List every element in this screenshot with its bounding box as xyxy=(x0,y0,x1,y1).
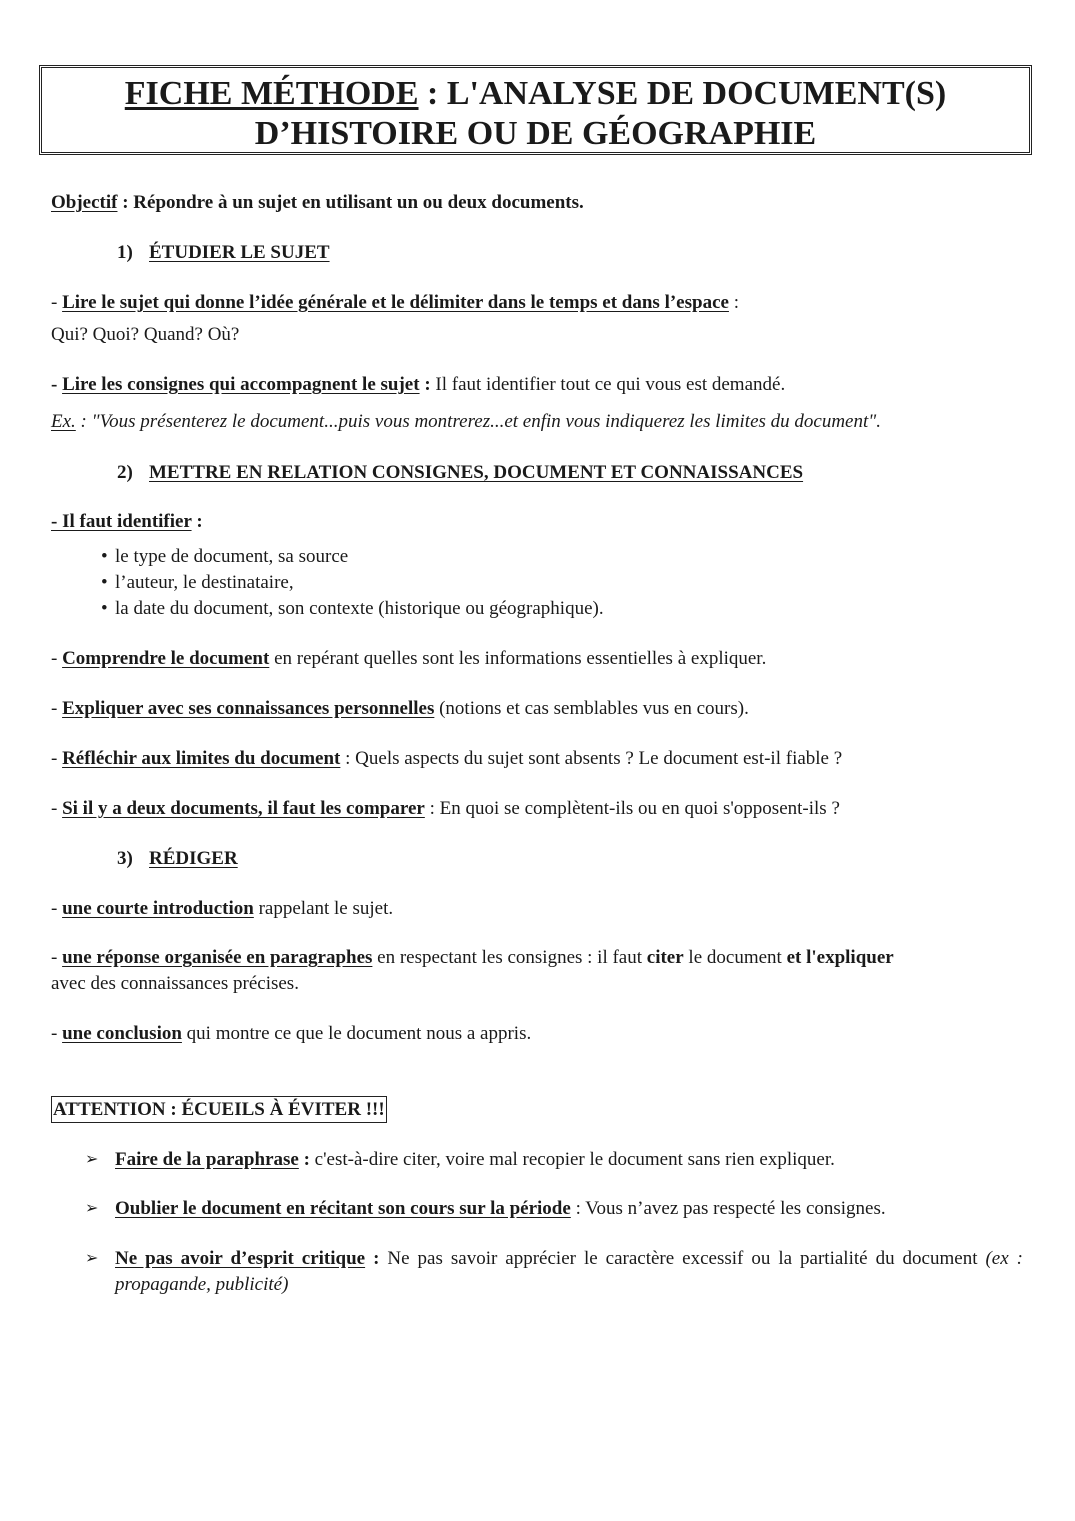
example-text: : "Vous présenterez le document...puis vous montrerez...et enfin vous indiquerez les limites du document". xyxy=(75,411,881,432)
warning-colon: : xyxy=(298,1149,310,1170)
section-1-item-2-colon: : xyxy=(419,374,431,395)
section-3-item-1-rest: rappelant le sujet. xyxy=(253,898,394,919)
section-3-heading xyxy=(117,846,238,872)
list-item xyxy=(101,596,604,622)
section-2-item-4-rest: : En quoi se complètent-ils ou en quoi s'opposent-ils ? xyxy=(424,798,840,819)
warning-rest: Ne pas savoir apprécier le caractère excessif ou la partialité du document xyxy=(379,1248,986,1269)
title-box xyxy=(39,65,1032,155)
list-item xyxy=(101,570,604,596)
section-2-item-3-rest: : Quels aspects du sujet sont absents ? Le document est-il fiable ? xyxy=(340,748,843,769)
list-item xyxy=(101,544,604,570)
section-3-item-3-bold: une conclusion xyxy=(62,1023,182,1044)
warning-rest: : Vous n’avez pas respecté les consignes. xyxy=(570,1198,886,1219)
warning-text xyxy=(115,1147,1023,1173)
warning-colon: : xyxy=(365,1248,380,1269)
section-2-heading xyxy=(117,460,803,486)
example-label: Ex. xyxy=(51,411,76,432)
warning-bold: Faire de la paraphrase xyxy=(115,1149,299,1170)
section-3-item-1: - une courte introduction rappelant le sujet. xyxy=(51,898,394,919)
section-2-item-1-rest: en repérant quelles sont les informations essentielles à expliquer. xyxy=(269,648,767,669)
dash: - xyxy=(51,292,63,313)
section-3-item-2: - une réponse organisée en paragraphes en respectant les consignes : il faut citer le document et l'expliquer xyxy=(51,947,894,968)
list-item-text: le type de document, sa source xyxy=(115,546,349,567)
identify-colon: : xyxy=(191,511,203,532)
bullet-icon: • xyxy=(101,546,108,567)
identify-label: - Il faut identifier xyxy=(51,511,192,532)
section-1-item-1 xyxy=(51,290,1023,316)
warning-text xyxy=(115,1246,1023,1298)
title-line-2: D’HISTOIRE OU DE GÉOGRAPHIE xyxy=(254,115,817,152)
section-2-item-3-bold: Réfléchir aux limites du document xyxy=(62,748,341,769)
identify-list xyxy=(101,544,604,622)
title-underlined: FICHE MÉTHODE xyxy=(124,75,419,112)
arrow-icon: ➢ xyxy=(85,1200,99,1217)
section-3-item-1-bold: une courte introduction xyxy=(62,898,254,919)
list-item-text: l’auteur, le destinataire, xyxy=(115,572,294,593)
section-3-item-2-cite: citer xyxy=(646,947,684,968)
section-2-item-3: - Réfléchir aux limites du document : Quels aspects du sujet sont absents ? Le document est-il fiable ? xyxy=(51,748,843,769)
warning-item xyxy=(85,1147,1023,1173)
section-3-item-3-rest: qui montre ce que le document nous a appris. xyxy=(181,1023,532,1044)
section-1-item-2-bold: Lire les consignes qui accompagnent le sujet xyxy=(62,374,420,395)
section-3-item-3: - une conclusion qui montre ce que le document nous a appris. xyxy=(51,1023,532,1044)
section-3-item-2-bold: une réponse organisée en paragraphes xyxy=(62,947,373,968)
warning-text xyxy=(115,1196,1023,1222)
arrow-icon: ➢ xyxy=(85,1250,99,1267)
example xyxy=(51,409,1023,435)
bullet-icon: • xyxy=(101,598,108,619)
list-item-text: la date du document, son contexte (historique ou géographique). xyxy=(115,598,604,619)
section-3-item-2-mid2: le document xyxy=(683,947,787,968)
warning-item xyxy=(85,1196,1023,1222)
section-3-number: 3) xyxy=(117,848,133,869)
section-1-heading xyxy=(117,240,330,266)
section-3-item-2-line-2: avec des connaissances précises. xyxy=(51,973,299,994)
section-3-title: RÉDIGER xyxy=(149,848,238,869)
section-1-item-1-rest: : xyxy=(728,292,739,313)
warning-italic: (ex : propagande, publicité) xyxy=(115,1248,1023,1295)
section-3-item-2-explain: et l'expliquer xyxy=(786,947,894,968)
section-1-item-1-bold: Lire le sujet qui donne l’idée générale et le délimiter dans le temps et dans l’espace xyxy=(62,292,729,313)
section-2-item-1-bold: Comprendre le document xyxy=(62,648,270,669)
section-3-item-2-mid: en respectant les consignes : il faut xyxy=(372,947,647,968)
objective-label: Objectif xyxy=(51,192,118,213)
section-2-title: METTRE EN RELATION CONSIGNES, DOCUMENT ET CONNAISSANCES xyxy=(149,462,804,483)
objective xyxy=(51,190,1023,216)
identify-heading xyxy=(51,509,1023,535)
objective-text: : Répondre à un sujet en utilisant un ou deux documents. xyxy=(117,192,584,213)
warning-rest: c'est-à-dire citer, voire mal recopier le document sans rien expliquer. xyxy=(309,1149,835,1170)
section-2-number: 2) xyxy=(117,462,133,483)
arrow-icon: ➢ xyxy=(85,1151,99,1168)
section-1-item-1-line-2: Qui? Quoi? Quand? Où? xyxy=(51,324,240,345)
bullet-icon: • xyxy=(101,572,108,593)
section-1-item-2-rest: Il faut identifier tout ce qui vous est demandé. xyxy=(430,374,786,395)
section-2-item-1: - Comprendre le document en repérant quelles sont les informations essentielles à expliquer. xyxy=(51,648,767,669)
attention-box: ATTENTION : ÉCUEILS À ÉVITER !!! xyxy=(51,1096,387,1123)
dash: - xyxy=(51,374,63,395)
section-2-item-2: - Expliquer avec ses connaissances personnelles (notions et cas semblables vus en cours). xyxy=(51,698,749,719)
warning-bold: Oublier le document en récitant son cours sur la période xyxy=(115,1198,571,1219)
section-2-item-2-rest: (notions et cas semblables vus en cours). xyxy=(434,698,749,719)
section-2-item-4-bold: Si il y a deux documents, il faut les comparer xyxy=(62,798,425,819)
section-2-item-4: - Si il y a deux documents, il faut les comparer : En quoi se complètent-ils ou en quoi s'opposent-ils ? xyxy=(51,798,840,819)
title-line-1 xyxy=(42,74,1029,114)
title-line-1-rest: : L'ANALYSE DE DOCUMENT(S) xyxy=(418,75,947,112)
warning-bold: Ne pas avoir d’esprit critique xyxy=(115,1248,366,1269)
section-1-title: ÉTUDIER LE SUJET xyxy=(149,242,330,263)
section-1-item-2 xyxy=(51,372,1023,398)
section-1-number: 1) xyxy=(117,242,133,263)
warning-item xyxy=(85,1246,1023,1298)
section-2-item-2-bold: Expliquer avec ses connaissances personnelles xyxy=(62,698,435,719)
